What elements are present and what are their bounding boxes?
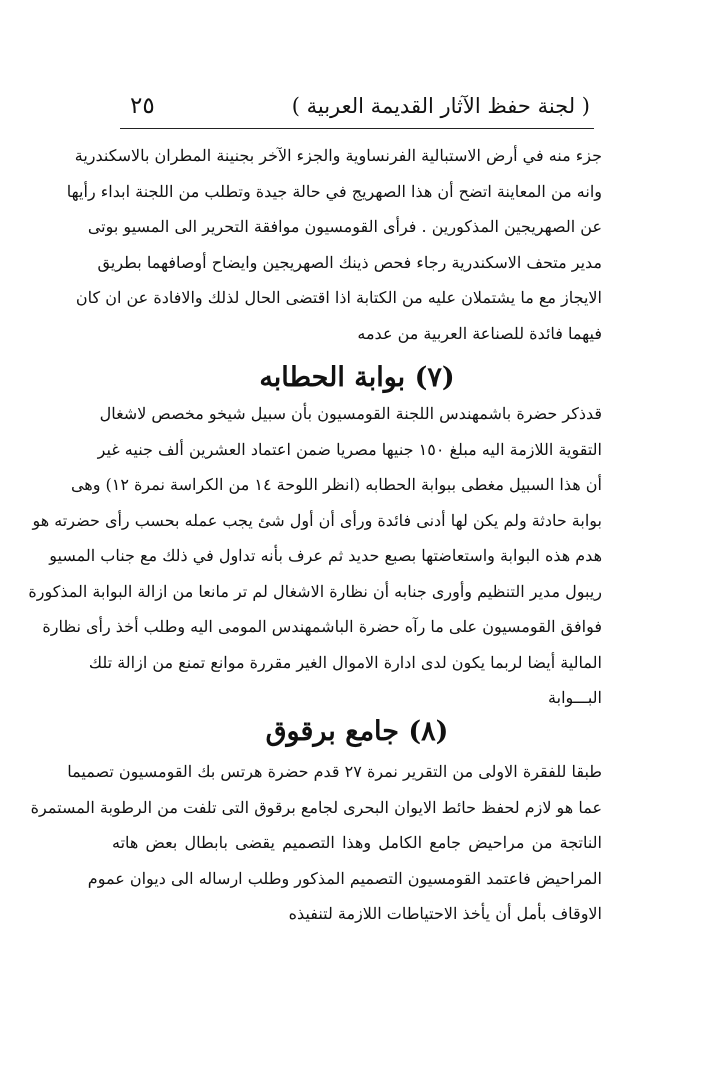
text-line: قدذكر حضرة باشمهندس اللجنة القومسيون بأن سبيل شيخو مخصص لاشغال: [99, 404, 602, 423]
header-rule: [120, 128, 594, 129]
section-7-body: [28, 404, 602, 724]
text-line: المالية أيضا لربما يكون لدى ادارة الاموال الغير مقررة موانع تمنع من ازالة تلك: [88, 652, 602, 672]
text-line: الناتجة من مراحيض جامع الكامل وهذا التصميم يقضى بابطال بعض هاته: [112, 833, 602, 852]
text-line: عن الصهريجين المذكورين . فرأى القومسيون موافقة التحرير الى المسيو بوتى: [87, 217, 602, 236]
text-line: الاوقاف بأمل أن يأخذ الاحتياطات اللازمة لتنفيذه: [288, 904, 602, 923]
text-line: البـــوابة: [548, 688, 602, 707]
text-line: ريبول مدير التنظيم وأورى جنابه أن نظارة الاشغال لم تر مانعا من ازالة البوابة المذكورة: [28, 581, 602, 601]
text-line: فوافق القومسيون على ما رآه حضرة الباشمهندس المومى اليه وطلب أخذ رأى نظارة: [42, 617, 602, 636]
running-title: ( لجنة حفظ الآثار القديمة العربية ): [291, 94, 590, 118]
text-line: فيهما فائدة للصناعة العربية من عدمه: [357, 323, 602, 343]
text-line: طبقا للفقرة الاولى من التقرير نمرة ٢٧ قدم حضرة هرتس بك القومسيون تصميما: [67, 762, 602, 781]
text-line: مدير متحف الاسكندرية رجاء فحص ذينك الصهريجين وايضاح أوصافهما بطريق: [97, 252, 602, 272]
paragraph-continued: [66, 146, 602, 359]
page-number: ٢٥: [130, 93, 155, 119]
text-line: عما هو لازم لحفظ حائط الايوان البحرى لجامع برقوق التى تلفت من الرطوبة المستمرة: [30, 797, 602, 817]
section-8-body: [30, 762, 602, 940]
text-line: وانه من المعاينة اتضح أن هذا الصهريج في حالة جيدة وتطلب من اللجنة ابداء رأيها: [66, 181, 602, 201]
text-line: الايجاز مع ما يشتملان عليه من الكتابة اذا اقتضى الحال لذلك والافادة عن ان كان: [75, 288, 602, 307]
text-line: بوابة حادثة ولم يكن لها أدنى فائدة ورأى أن أول شئ يجب عمله بحسب رأى حضرته هو: [32, 510, 602, 530]
section-heading-8: (٨) جامع برقوق: [265, 716, 449, 747]
text-line: أن هذا السبيل مغطى ببوابة الحطابه (انظر اللوحة ١٤ من الكراسة نمرة ١٢) وهى: [70, 475, 602, 494]
text-line: جزء منه في أرض الاستبالية الفرنساوية والجزء الآخر بجنينة المطران بالاسكندرية: [74, 146, 602, 165]
text-line: هدم هذه البوابة واستعاضتها بصبع حديد ثم عرف بأنه تداول في ذلك مع جناب المسيو: [49, 546, 602, 565]
text-line: التقوية اللازمة اليه مبلغ ١٥٠ جنيها مصريا ضمن اعتماد العشرين ألف جنيه غير: [97, 439, 602, 459]
section-heading-7: (٧) بوابة الحطابه: [259, 362, 455, 393]
text-line: المراحيض فاعتمد القومسيون التصميم المذكور وطلب ارساله الى ديوان عموم: [87, 868, 602, 888]
running-header: [130, 88, 590, 124]
